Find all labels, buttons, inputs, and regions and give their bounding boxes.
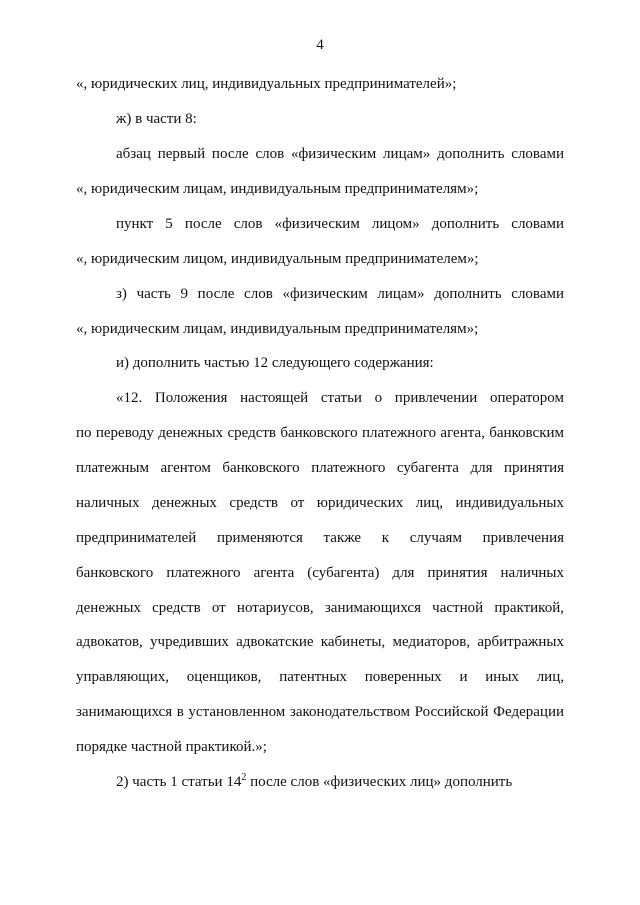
text-line: предпринимателей применяются также к случаям привлечения [76,530,564,546]
text-line: абзац первый после слов «физическим лицам» дополнить словами [116,146,564,162]
text-line: адвокатов, учредивших адвокатские кабинеты, медиаторов, арбитражных [76,634,564,650]
text-line: наличных денежных средств от юридических лиц, индивидуальных [76,495,564,511]
text-line: «, юридическим лицам, индивидуальным предпринимателям»; [76,181,479,197]
text-line: порядке частной практикой.»; [76,739,267,755]
text-line: по переводу денежных средств банковского платежного агента, банковским [76,425,564,441]
text-line: занимающихся в установленном законодательством Российской Федерации [76,704,564,720]
text-line: платежным агентом банковского платежного субагента для принятия [76,460,564,476]
text-line: и) дополнить частью 12 следующего содержания: [116,355,434,371]
superscript: 2 [241,772,247,783]
text-line: «12. Положения настоящей статьи о привлечении оператором [116,390,564,406]
text-line: «, юридических лиц, индивидуальных предпринимателей»; [76,76,457,92]
text-fragment: после слов «физических лиц» дополнить [246,774,513,790]
text-line: «, юридическим лицам, индивидуальным предпринимателям»; [76,321,479,337]
page-number: 4 [316,37,324,53]
text-line: «, юридическим лицом, индивидуальным предпринимателем»; [76,251,479,267]
text-line-with-superscript [116,773,564,791]
text-fragment: 2) часть 1 статьи 14 [116,774,242,790]
text-line: денежных средств от нотариусов, занимающихся частной практикой, [76,600,564,616]
text-line: пункт 5 после слов «физическим лицом» дополнить словами [116,216,564,232]
text-line: з) часть 9 после слов «физическим лицам» дополнить словами [116,286,564,302]
text-line: банковского платежного агента (субагента) для принятия наличных [76,565,564,581]
text-line: ж) в части 8: [116,111,197,127]
text-line: управляющих, оценщиков, патентных поверенных и иных лиц, [76,669,564,685]
